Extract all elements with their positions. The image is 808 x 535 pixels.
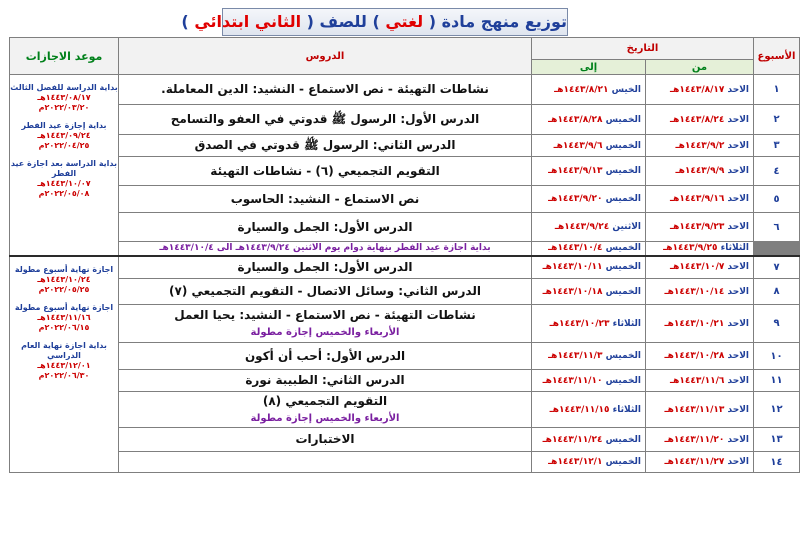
leave-note-date: ٢٠٢٢/٠٣/٢٠م — [38, 103, 90, 112]
week-to-date-value: ١٤٤٣/٩/٢٠هـ — [548, 194, 603, 204]
week-to-date-day: الخميس — [605, 375, 641, 386]
holiday-row — [10, 242, 800, 256]
week-from-date — [646, 370, 754, 392]
week-to-date-value: ١٤٤٣/٩/٢٤هـ — [554, 222, 610, 232]
week-note: الأربعاء والخميس إجازة مطولة — [250, 412, 400, 424]
week-from-date — [646, 452, 754, 473]
week-to-date-day: الخميس — [605, 434, 641, 445]
week-lessons — [119, 370, 532, 392]
holiday-to-date — [532, 242, 646, 256]
header-from — [646, 60, 754, 75]
header-to — [532, 60, 646, 75]
week-lessons — [119, 213, 532, 242]
header-leave — [10, 38, 119, 75]
week-to-date-value: ١٤٤٣/١١/١٠هـ — [542, 375, 603, 386]
holiday-from-date-day: الثلاثاء — [720, 243, 749, 254]
week-to-date — [532, 305, 646, 343]
week-from-date-value: ١٤٤٣/٨/١٧هـ — [670, 84, 725, 95]
leave-note-title: بداية الدراسة للفصل الثالث — [10, 83, 118, 92]
week-from-date-value: ١٤٤٣/١٠/٢١هـ — [664, 318, 725, 329]
week-to-date-day: الخميس — [605, 286, 641, 297]
week-to-date-day: الاثنين — [612, 222, 641, 232]
week-lessons — [119, 428, 532, 452]
week-lessons — [119, 279, 532, 305]
week-number: ٩ — [754, 305, 800, 343]
week-number: ٧ — [754, 256, 800, 279]
holiday-week-blank — [754, 242, 800, 256]
week-to-date-value: ١٤٤٣/٨/٢١هـ — [554, 84, 609, 95]
week-from-date-value: ١٤٤٣/١١/١٣هـ — [664, 404, 725, 415]
week-lessons — [119, 186, 532, 213]
week-from-date-day: الاحد — [727, 262, 749, 273]
lesson-text: الدرس الأول: الجمل والسيارة — [237, 219, 413, 234]
week-from-date-day: الاحد — [727, 404, 749, 415]
week-row — [10, 213, 800, 242]
week-to-date-value: ١٤٤٣/١٢/١هـ — [548, 457, 603, 467]
holiday-to-date-day: الخميس — [605, 243, 641, 254]
week-row — [10, 370, 800, 392]
week-to-date-value: ١٤٤٣/٩/١٣هـ — [548, 166, 603, 176]
lesson-text: نشاطات التهيئة - نص الاستماع - النشيد: يحيا العمل — [174, 307, 476, 322]
leave-note-title: بداية الدراسة بعد اجازة عيد الفطر — [10, 159, 118, 178]
week-to-date-day: الخميس — [605, 114, 641, 125]
week-from-date-value: ١٤٤٣/١١/٦هـ — [670, 375, 725, 386]
week-from-date — [646, 392, 754, 428]
week-from-date-value: ١٤٤٣/١٠/٧هـ — [670, 262, 725, 273]
week-lessons — [119, 105, 532, 135]
week-row — [10, 392, 800, 428]
week-to-date — [532, 392, 646, 428]
week-from-date-value: ١٤٤٣/٨/٢٤هـ — [670, 114, 725, 125]
week-lessons — [119, 392, 532, 428]
week-row — [10, 75, 800, 105]
leave-note — [10, 159, 118, 199]
title-grade: الثاني ابتدائي — [194, 12, 302, 31]
week-from-date — [646, 135, 754, 157]
week-from-date — [646, 157, 754, 186]
lesson-text: التقويم التجميعي (٨) — [262, 393, 388, 408]
week-to-date-value: ١٤٤٣/١٠/١٨هـ — [542, 286, 603, 297]
week-number: ١ — [754, 75, 800, 105]
week-from-date-day: الاحد — [727, 114, 749, 125]
week-to-date-day: الخميس — [605, 140, 641, 151]
lesson-text: نص الاستماع - النشيد: الحاسوب — [230, 191, 420, 206]
leave-note-date: ١٤٤٣/١٢/٠١هـ — [37, 360, 91, 370]
page-title — [181, 8, 568, 36]
week-to-date-value: ١٤٤٣/٩/٦هـ — [553, 140, 603, 151]
week-to-date-day: الخميس — [605, 351, 641, 361]
leave-note-title: بداية إجازة عيد الفطر — [21, 121, 107, 130]
week-number: ٦ — [754, 213, 800, 242]
week-to-date — [532, 75, 646, 105]
leave-note — [10, 303, 118, 333]
lesson-text: الدرس الأول: الجمل والسيارة — [237, 259, 413, 274]
week-from-date — [646, 186, 754, 213]
week-from-date — [646, 256, 754, 279]
week-number: ١٣ — [754, 428, 800, 452]
week-to-date-value: ١٤٤٣/٨/٢٨هـ — [548, 114, 603, 125]
week-from-date-value: ١٤٤٣/١٠/١٤هـ — [664, 286, 725, 297]
week-from-date-day: الاحد — [727, 166, 749, 176]
schedule-table — [9, 37, 800, 473]
leave-note — [10, 341, 118, 381]
leave-note-date: ٢٠٢٢/٠٦/١٥م — [38, 322, 90, 332]
week-from-date-value: ١٤٤٣/٩/٩هـ — [675, 166, 725, 176]
week-lessons — [119, 75, 532, 105]
lesson-text: الدرس الثاني: الطبيبة نورة — [245, 373, 405, 387]
week-to-date — [532, 343, 646, 370]
week-from-date-value: ١٤٤٣/١٠/٢٨هـ — [664, 351, 725, 361]
week-to-date — [532, 213, 646, 242]
week-number: ٣ — [754, 135, 800, 157]
week-from-date-day: الاحد — [727, 84, 749, 95]
week-from-date-value: ١٤٤٣/١١/٢٠هـ — [664, 434, 725, 445]
week-from-date-day: الاحد — [727, 434, 749, 445]
week-from-date-day: الاحد — [727, 194, 749, 204]
week-to-date — [532, 157, 646, 186]
leave-note-date: ١٤٤٣/١١/١٦هـ — [37, 312, 91, 322]
week-row — [10, 157, 800, 186]
lesson-text: نشاطات التهيئة - نص الاستماع - النشيد: الدين المعاملة. — [161, 82, 489, 96]
week-row — [10, 343, 800, 370]
week-from-date-day: الاحد — [727, 375, 749, 386]
leave-note-date: ٢٠٢٢/٠٥/٢٥م — [38, 284, 90, 294]
holiday-to-date-value: ١٤٤٣/١٠/٤هـ — [548, 243, 603, 254]
title-prefix: توزيع منهج مادة ( — [428, 12, 567, 31]
week-row — [10, 186, 800, 213]
leave-note-date: ١٤٤٣/٠٩/٢٤هـ — [37, 131, 91, 140]
holiday-text-label: بداية اجازة عيد الفطر بنهاية دوام يوم الاثنين ١٤٤٣/٩/٢٤هـ الى ١٤٤٣/١٠/٤هـ — [159, 243, 491, 254]
leave-note — [10, 121, 118, 151]
week-lessons — [119, 305, 532, 343]
holiday-from-date — [646, 242, 754, 256]
week-from-date — [646, 279, 754, 305]
week-to-date — [532, 370, 646, 392]
week-number: ١١ — [754, 370, 800, 392]
week-lessons — [119, 452, 532, 473]
week-row — [10, 305, 800, 343]
lesson-text: الاختبارات — [295, 432, 355, 446]
leave-notes-column — [10, 75, 119, 256]
leave-note — [10, 83, 118, 113]
week-lessons — [119, 343, 532, 370]
week-from-date-day: الاحد — [727, 318, 749, 329]
week-to-date — [532, 186, 646, 213]
week-to-date-value: ١٤٤٣/١٠/٢٣هـ — [549, 318, 610, 329]
week-number: ١٠ — [754, 343, 800, 370]
week-to-date — [532, 105, 646, 135]
week-to-date — [532, 256, 646, 279]
week-lessons — [119, 256, 532, 279]
week-row — [10, 452, 800, 473]
lesson-text: الدرس الثاني: وسائل الاتصال - التقويم التجميعي (٧) — [169, 284, 481, 298]
week-to-date-value: ١٤٤٣/١١/٢٤هـ — [542, 434, 603, 445]
week-row — [10, 279, 800, 305]
week-row — [10, 256, 800, 279]
week-to-date-day: الخميس — [605, 457, 641, 467]
leave-note-date: ٢٠٢٢/٠٦/٣٠م — [38, 370, 90, 380]
week-from-date — [646, 305, 754, 343]
week-number: ١٤ — [754, 452, 800, 473]
week-to-date — [532, 279, 646, 305]
week-to-date-day: الخيس — [611, 84, 641, 95]
leave-note-date: ١٤٤٣/٠٨/١٧هـ — [37, 93, 91, 102]
week-row — [10, 135, 800, 157]
header-week — [754, 38, 800, 75]
title-middle: ) للصف ( — [306, 12, 380, 31]
week-from-date-day: الاحد — [727, 286, 749, 297]
title-suffix: ) — [181, 12, 189, 31]
week-lessons — [119, 157, 532, 186]
week-to-date-day: الثلاثاء — [612, 318, 641, 329]
leave-note — [10, 265, 118, 295]
week-number: ٤ — [754, 157, 800, 186]
title-subject: لغتي — [385, 12, 424, 31]
week-to-date-day: الثلاثاء — [612, 404, 641, 415]
holiday-text — [119, 242, 532, 256]
week-to-date-value: ١٤٤٣/١٠/١١هـ — [542, 262, 603, 273]
header-week-label: الأسبوع — [757, 50, 796, 62]
week-to-date-day: الخميس — [605, 194, 641, 204]
leave-note-date: ١٤٤٣/١٠/٢٤هـ — [37, 274, 91, 284]
week-from-date-day: الاحد — [727, 140, 749, 151]
week-lessons — [119, 135, 532, 157]
week-number: ١٢ — [754, 392, 800, 428]
header-from-label: من — [691, 61, 708, 73]
week-from-date-value: ١٤٤٣/٩/٢٣هـ — [670, 222, 725, 232]
week-to-date-day: الخميس — [605, 262, 641, 273]
week-number: ٢ — [754, 105, 800, 135]
lesson-text: الدرس الأول: أحب أن أكون — [244, 348, 406, 363]
week-from-date — [646, 343, 754, 370]
week-from-date — [646, 75, 754, 105]
week-from-date-value: ١٤٤٣/٩/١٦هـ — [670, 194, 725, 204]
header-lessons — [119, 38, 532, 75]
leave-note-title: اجازة نهاية أسبوع مطولة — [14, 302, 114, 312]
week-to-date — [532, 452, 646, 473]
week-from-date-day: الاحد — [727, 222, 749, 232]
leave-note-title: اجازة نهاية أسبوع مطولة — [14, 264, 114, 274]
week-row — [10, 428, 800, 452]
header-to-label: إلى — [579, 61, 598, 73]
lesson-text: الدرس الأول: الرسول ﷺ قدوتي في العفو والتسامح — [170, 112, 480, 126]
week-note: الأربعاء والخميس إجازة مطولة — [250, 326, 400, 338]
week-to-date — [532, 135, 646, 157]
holiday-from-date-value: ١٤٤٣/٩/٢٥هـ — [663, 243, 718, 254]
lesson-text: التقويم التجميعي (٦) - نشاطات التهيئة — [210, 163, 440, 178]
week-row — [10, 105, 800, 135]
week-from-date-day: الاحد — [727, 351, 749, 361]
week-number: ٨ — [754, 279, 800, 305]
lesson-text: الدرس الثاني: الرسول ﷺ قدوتي في الصدق — [194, 138, 456, 152]
week-from-date — [646, 105, 754, 135]
week-to-date — [532, 428, 646, 452]
week-number: ٥ — [754, 186, 800, 213]
leave-notes-column — [10, 256, 119, 473]
header-date-label: التاريخ — [626, 43, 659, 54]
week-from-date — [646, 213, 754, 242]
week-from-date — [646, 428, 754, 452]
leave-note-date: ٢٠٢٢/٠٥/٠٨م — [38, 189, 90, 198]
week-from-date-value: ١٤٤٣/١١/٢٧هـ — [664, 457, 725, 467]
leave-note-date: ٢٠٢٢/٠٤/٢٥م — [38, 141, 90, 150]
leave-note-title: بداية اجازة نهاية العام الدراسي — [21, 340, 107, 360]
header-date — [532, 38, 754, 60]
week-to-date-day: الخميس — [605, 166, 641, 176]
header-leave-label: موعد الاجازات — [25, 49, 103, 63]
header-lessons-label: الدروس — [305, 50, 345, 62]
week-from-date-day: الاحد — [727, 457, 749, 467]
week-from-date-value: ١٤٤٣/٩/٢هـ — [675, 140, 725, 151]
week-to-date-value: ١٤٤٣/١١/٣هـ — [548, 351, 603, 361]
leave-note-date: ١٤٤٣/١٠/٠٧هـ — [37, 179, 91, 188]
week-to-date-value: ١٤٤٣/١١/١٥هـ — [549, 404, 610, 415]
